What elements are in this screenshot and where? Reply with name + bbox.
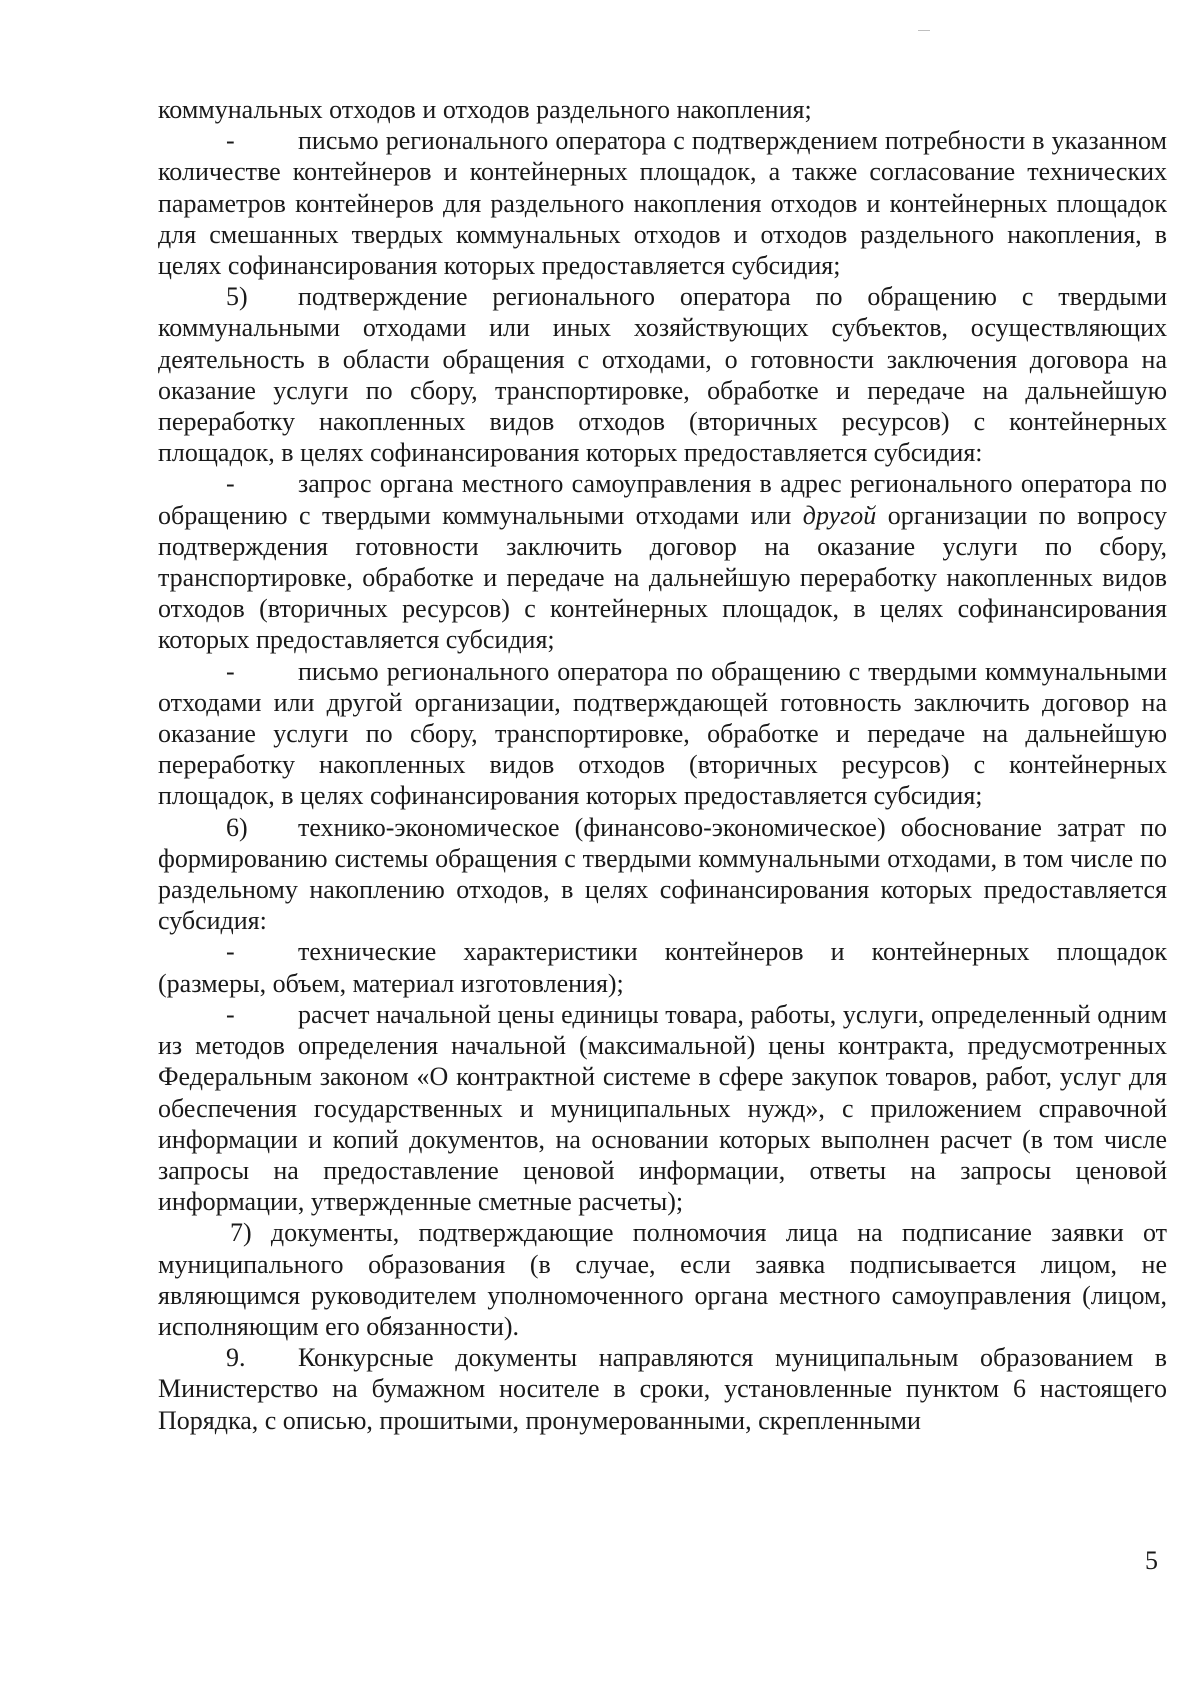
list-item-technical-characteristics — [158, 936, 1167, 998]
list-dash: - — [226, 999, 235, 1029]
paragraph-text: коммунальных отходов и отходов раздельного накопления; — [158, 95, 812, 124]
item-number: 5) — [226, 282, 248, 312]
item-number: 6) — [226, 812, 248, 842]
numbered-item-6 — [158, 812, 1167, 937]
numbered-item-5 — [158, 281, 1167, 468]
document-body — [158, 94, 1167, 1436]
numbered-item-7 — [158, 1217, 1167, 1342]
paragraph-text: 7) документы, подтверждающие полномочия лица на подписание заявки от муниципального образования (в случае, если заявка подписывается лицом, не являющимся руководителем уполномоченного органа местного самоуправления (лицом, исполняющим его обязанности). — [158, 1218, 1167, 1341]
list-item-operator-confirmation-letter — [158, 656, 1167, 812]
list-item-price-calculation — [158, 999, 1167, 1217]
paragraph-text: запрос органа местного самоуправления в адрес регионального оператора по обращению с твердыми коммунальными отходами или — [158, 469, 1167, 530]
list-dash: - — [226, 469, 235, 499]
scan-mark — [918, 30, 930, 31]
paragraph-text: Конкурсные документы направляются муниципальным образованием в Министерство на бумажном носителе в сроки, установленные пунктом 6 настоящего Порядка, с описью, прошитыми, пронумерованными, скрепленными — [158, 1343, 1167, 1435]
paragraph-text: расчет начальной цены единицы товара, работы, услуги, определенный одним из методов определения начальной (максимальной) цены контракта, предусмотренных Федеральным законом «О контрактной системе в сфере закупок товаров, работ, услуг для обеспечения государственных и муниципальных нужд», с приложением справочной информации и копий документов, на основании которых выполнен расчет (в том числе запросы на предоставление ценовой информации, ответы на запросы ценовой информации, утвержденные сметные расчеты); — [158, 999, 1167, 1217]
paragraph-text: технические характеристики контейнеров и контейнерных площадок (размеры, объем, материал изготовления); — [158, 937, 1167, 998]
list-item-regional-operator-letter — [158, 125, 1167, 281]
list-item-local-government-request — [158, 468, 1167, 655]
paragraph-text: письмо регионального оператора с подтверждением потребности в указанном количестве контейнеров и контейнерных площадок, а также согласование технических параметров контейнеров для раздельного накопления отходов и контейнерных площадок для смешанных твердых коммунальных отходов и отходов раздельного накопления, в целях софинансирования которых предоставляется субсидия; — [158, 126, 1167, 281]
handwritten-correction: другой — [802, 500, 877, 530]
list-dash: - — [226, 656, 235, 686]
list-dash: - — [226, 937, 235, 967]
paragraph-continuation — [158, 94, 1167, 125]
item-number: 9. — [226, 1343, 246, 1373]
paragraph-text: подтверждение регионального оператора по обращению с твердыми коммунальными отходами или иных хозяйствующих субъектов, осуществляющих деятельность в области обращения с отходами, о готовности заключения договора на оказание услуги по сбору, транспортировке, обработке и передаче на дальнейшую переработку накопленных видов отходов (вторичных ресурсов) с контейнерных площадок, в целях софинансирования которых предоставляется субсидия: — [158, 282, 1167, 468]
paragraph-text: письмо регионального оператора по обращению с твердыми коммунальными отходами или другой организации, подтверждающей готовность заключить договор на оказание услуги по сбору, транспортировке, обработке и передаче на дальнейшую переработку накопленных видов отходов (вторичных ресурсов) с контейнерных площадок, в целях софинансирования которых предоставляется субсидия; — [158, 656, 1167, 811]
paragraph-text: технико-экономическое (финансово-экономическое) обоснование затрат по формированию системы обращения с твердыми коммунальными отходами, в том числе по раздельному накоплению отходов, в целях софинансирования которых предоставляется субсидия: — [158, 812, 1167, 936]
page-number: 5 — [1145, 1546, 1158, 1575]
list-dash: - — [226, 126, 235, 156]
paragraph-text: организации по вопросу подтверждения готовности заключить договор на оказание услуги по сбору, транспортировке, обработке и передаче на дальнейшую переработку накопленных видов отходов (вторичных ресурсов) с контейнерных площадок, в целях софинансирования которых предоставляется субсидия; — [158, 500, 1168, 655]
numbered-item-9 — [158, 1342, 1167, 1436]
